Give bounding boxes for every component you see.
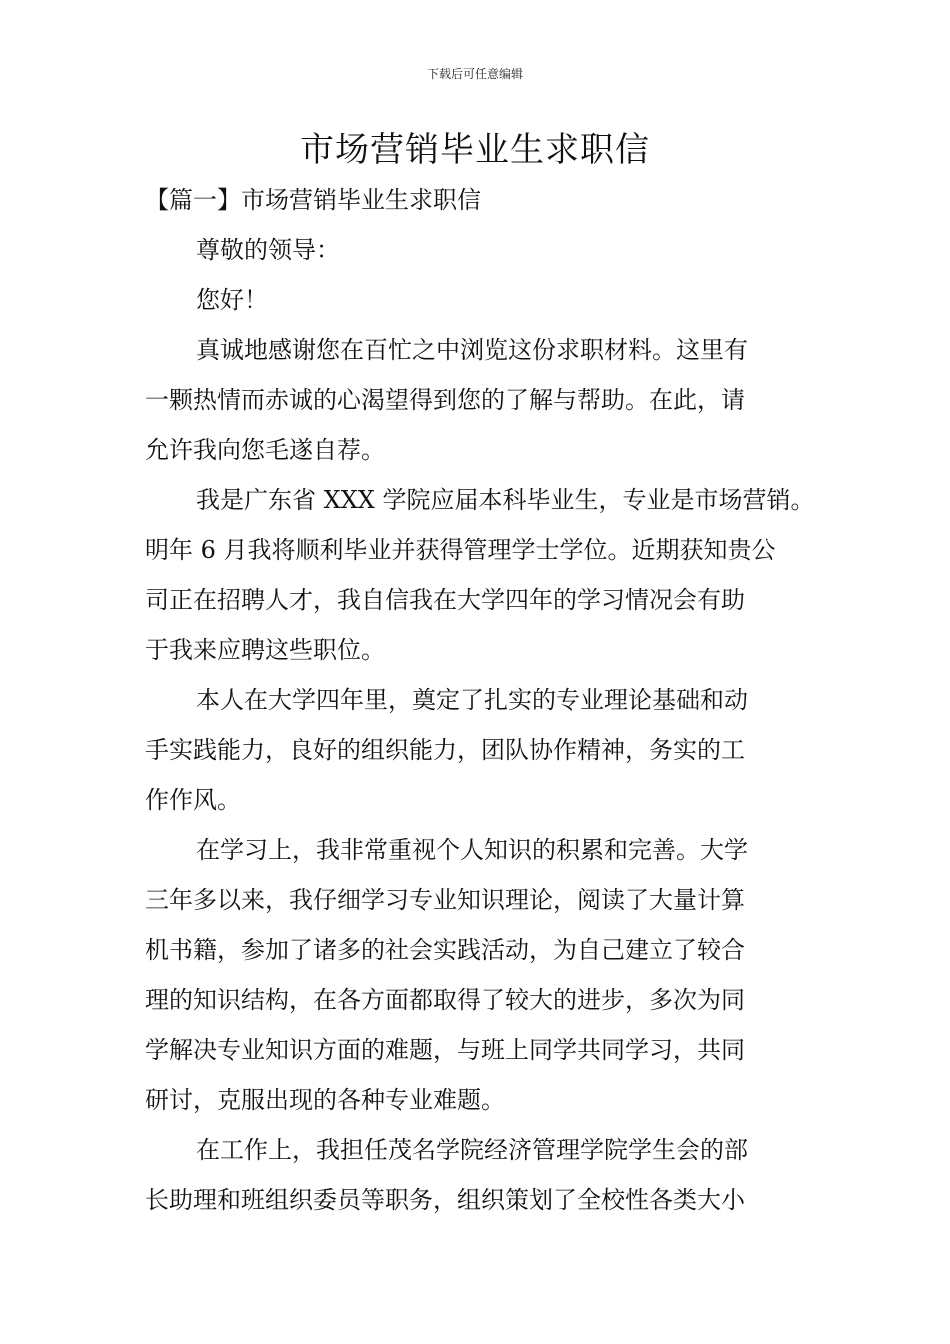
paragraph-line: 真诚地感谢您在百忙之中浏览这份求职材料。这里有	[196, 336, 748, 364]
paragraph-line: 一颗热情而赤诚的心渴望得到您的了解与帮助。在此，请	[145, 386, 745, 414]
paragraph-line: 于我来应聘这些职位。	[145, 636, 385, 664]
paragraph-line: 明年 6 月我将顺利毕业并获得管理学士学位。近期获知贵公	[145, 536, 776, 564]
salutation: 尊敬的领导：	[196, 236, 340, 264]
paragraph-line: 长助理和班组织委员等职务，组织策划了全校性各类大小	[145, 1186, 745, 1214]
paragraph-line: 研讨，克服出现的各种专业难题。	[145, 1086, 505, 1114]
paragraph-line: 作作风。	[145, 786, 241, 814]
paragraph-line: 学解决专业知识方面的难题，与班上同学共同学习，共同	[145, 1036, 745, 1064]
header-note: 下载后可任意编辑	[426, 67, 523, 81]
paragraph-line: 在学习上，我非常重视个人知识的积累和完善。大学	[196, 836, 748, 864]
paragraph-line: 本人在大学四年里，奠定了扎实的专业理论基础和动	[196, 686, 748, 714]
section-heading: 【篇一】市场营销毕业生求职信	[145, 186, 481, 214]
paragraph-line: 在工作上，我担任茂名学院经济管理学院学生会的部	[196, 1136, 748, 1164]
document-title: 市场营销毕业生求职信	[300, 130, 650, 170]
paragraph-line: 机书籍，参加了诸多的社会实践活动，为自己建立了较合	[145, 936, 745, 964]
paragraph-line: 我是广东省 XXX 学院应届本科毕业生，专业是市场营销。	[196, 486, 815, 514]
paragraph-line: 理的知识结构，在各方面都取得了较大的进步，多次为同	[145, 986, 745, 1014]
greeting: 您好！	[196, 286, 268, 314]
paragraph-line: 司正在招聘人才，我自信我在大学四年的学习情况会有助	[145, 586, 745, 614]
paragraph-line: 允许我向您毛遂自荐。	[145, 436, 385, 464]
paragraph-line: 三年多以来，我仔细学习专业知识理论，阅读了大量计算	[145, 886, 745, 914]
paragraph-line: 手实践能力，良好的组织能力，团队协作精神，务实的工	[145, 736, 745, 764]
